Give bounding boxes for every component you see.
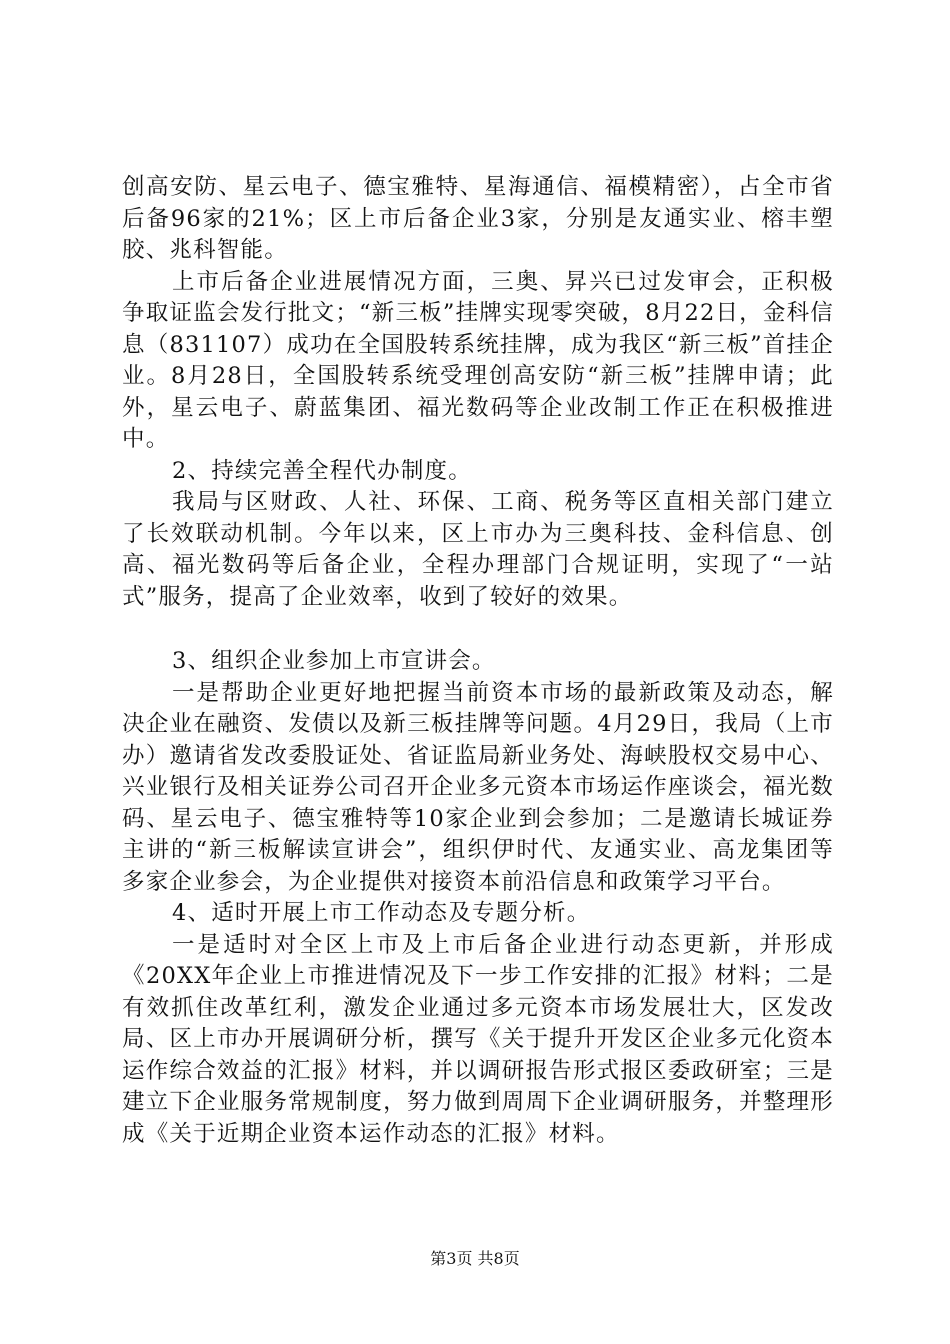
page-number-footer: 第3页 共8页	[430, 1249, 520, 1268]
heading-listing-seminar: 3、组织企业参加上市宣讲会。	[172, 648, 496, 674]
paragraph-listing-seminar: 一是帮助企业更好地把握当前资本市场的最新政策及动态，解决企业在融资、发债以及新三板挂牌等问题。4月29日，我局（上市办）邀请省发改委股证处、省证监局新业务处、海峡股权交易中心、兴业银行及相关证券公司召开企业多元资本市场运作座谈会，福光数码、星云电子、德宝雅特等10家企业到会参加；二是邀请长城证券主讲的“新三板解读宣讲会”，组织伊时代、友通实业、高龙集团等多家企业参会，为企业提供对接资本前沿信息和政策学习平台。	[122, 679, 834, 895]
document-body	[122, 172, 834, 1150]
heading-dynamic-analysis: 4、适时开展上市工作动态及专题分析。	[172, 900, 591, 926]
paragraph-dynamic-analysis: 一是适时对全区上市及上市后备企业进行动态更新，并形成《20XX年企业上市推进情况及下一步工作安排的汇报》材料；二是有效抓住改革红利，激发企业通过多元资本市场发展壮大，区发改局、区上市办开展调研分析，撰写《关于提升开发区企业多元化资本运作综合效益的汇报》材料，并以调研报告形式报区委政研室；三是建立下企业服务常规制度，努力做到周周下企业调研服务，并整理形成《关于近期企业资本运作动态的汇报》材料。	[122, 931, 834, 1147]
paragraph-agency-system: 我局与区财政、人社、环保、工商、税务等区直相关部门建立了长效联动机制。今年以来，区上市办为三奥科技、金科信息、创高、福光数码等后备企业，全程办理部门合规证明，实现了“一站式”服务，提高了企业效率，收到了较好的效果。	[122, 489, 834, 610]
paragraph-reserve-progress: 上市后备企业进展情况方面，三奥、昇兴已过发审会，正积极争取证监会发行批文；“新三板”挂牌实现零突破，8月22日，金科信息（831107）成功在全国股转系统挂牌，成为我区“新三板”首挂企业。8月28日，全国股转系统受理创高安防“新三板”挂牌申请；此外，星云电子、蔚蓝集团、福光数码等企业改制工作正在积极推进中。	[122, 268, 834, 452]
paragraph-reserve-list: 创高安防、星云电子、德宝雅特、星海通信、福模精密），占全市省后备96家的21%；区上市后备企业3家，分别是友通实业、榕丰塑胶、兆科智能。	[122, 174, 834, 263]
heading-agency-system: 2、持续完善全程代办制度。	[172, 457, 472, 484]
